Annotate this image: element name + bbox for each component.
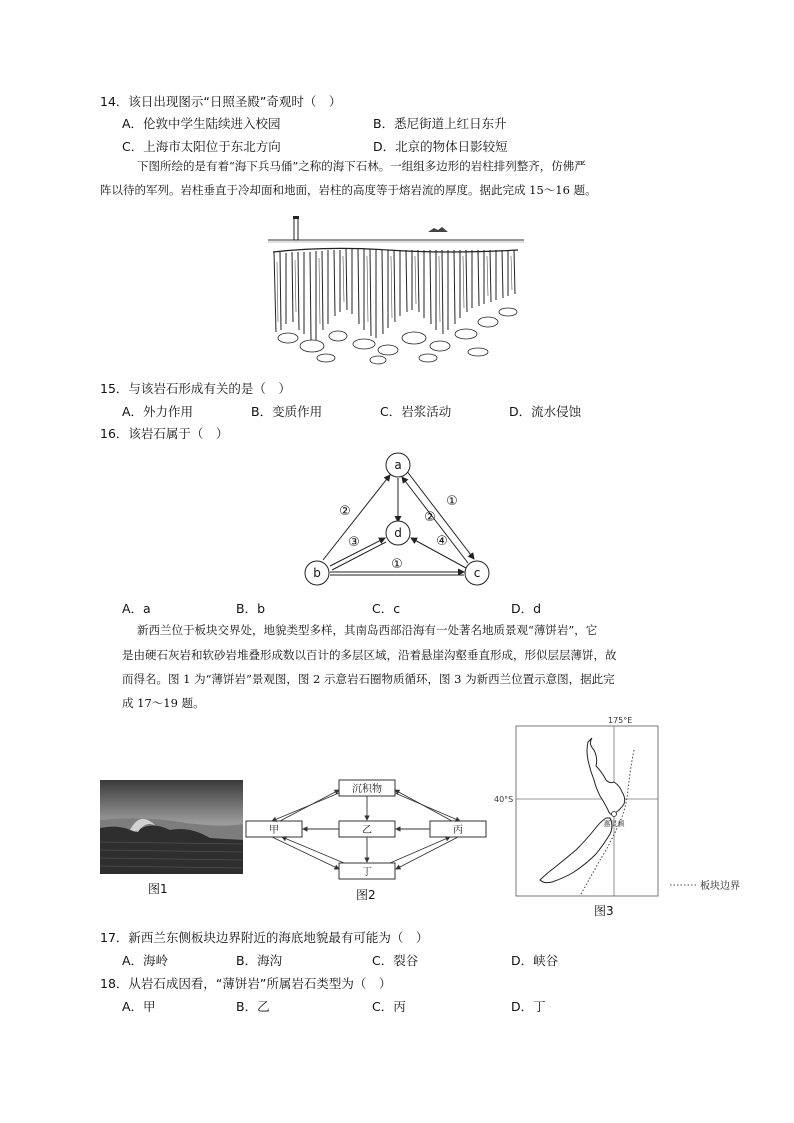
q15-option-c: C．岩浆活动 <box>380 404 452 419</box>
q16-option-b: B．b <box>236 601 266 616</box>
q16-option-c: C．c <box>372 601 401 616</box>
arrow-label-b-a: ② <box>339 504 351 519</box>
node-b-label: b <box>313 566 321 580</box>
arrow-label-a-c: ① <box>446 494 458 509</box>
q16-option-a: A．a <box>122 601 151 616</box>
q15-stem: 15．与该岩石形成有关的是（ ） <box>100 381 291 396</box>
q15-option-a: A．外力作用 <box>122 404 194 419</box>
q18-option-d: D．丁 <box>511 999 546 1014</box>
q14-option-d: D．北京的物体日影较短 <box>373 139 508 154</box>
q15-option-b: B．变质作用 <box>251 404 323 419</box>
passage1-line2: 阵以待的军列。岩柱垂直于冷却面和地面，岩柱的高度等于熔岩流的厚度。据此完成 15～16 题。 <box>100 183 597 197</box>
basalt-columns-sketch <box>268 212 524 368</box>
box-ding-label: 丁 <box>362 867 372 878</box>
box-sediment-label: 沉积物 <box>352 784 382 795</box>
node-a-label: a <box>394 458 402 472</box>
passage1-line1: 下图所绘的是有着“海下兵马俑”之称的海下石林。一组组多边形的岩柱排列整齐，仿佛严 <box>137 159 586 173</box>
new-zealand-map <box>510 710 750 910</box>
q17-option-d: D．峡谷 <box>511 953 559 968</box>
q16-stem: 16．该岩石属于（ ） <box>100 426 229 441</box>
city-label: 惠灵顿 <box>603 820 625 828</box>
q18-option-c: C．丙 <box>372 999 406 1014</box>
figure2-caption: 图2 <box>356 888 376 902</box>
node-d-label: d <box>394 526 402 540</box>
passage2-line3: 而得名。图 1 为“薄饼岩”景观图，图 2 示意岩石圈物质循环，图 3 为新西兰位置示意图，据此完 <box>122 672 615 686</box>
figure3-caption: 图3 <box>594 904 614 918</box>
box-jia-label: 甲 <box>269 825 279 836</box>
rock-cycle-boxes-diagram <box>244 777 490 885</box>
q18-stem: 18．从岩石成因看，“薄饼岩”所属岩石类型为（ ） <box>100 976 392 991</box>
q17-option-c: C．裂谷 <box>372 953 419 968</box>
figure1-caption: 图1 <box>148 882 168 896</box>
rock-cycle-diagram <box>290 448 500 588</box>
q14-option-a: A．伦敦中学生陆续进入校园 <box>122 116 281 131</box>
q18-option-a: A．甲 <box>122 999 156 1014</box>
q15-option-d: D．流水侵蚀 <box>509 404 582 419</box>
passage2-line1: 新西兰位于板块交界处，地貌类型多样，其南岛西部沿海有一处著名地质景观“薄饼岩”，它 <box>137 623 598 637</box>
arrow-label-c-d: ④ <box>436 534 448 549</box>
box-bing-label: 丙 <box>453 825 463 836</box>
passage2-line4: 成 17～19 题。 <box>122 696 205 710</box>
legend-plate-boundary: 板块边界 <box>700 881 740 892</box>
arrow-label-c-a: ② <box>424 510 436 525</box>
q14-option-c: C．上海市太阳位于东北方向 <box>122 139 281 154</box>
arrow-label-b-c: ① <box>391 557 403 572</box>
q14-option-b: B．悉尼街道上红日东升 <box>373 116 507 131</box>
node-c-label: c <box>473 566 481 580</box>
latitude-text: 40°S <box>494 795 514 804</box>
q14-stem: 14．该日出现图示“日照圣殿”奇观时（ ） <box>100 94 342 109</box>
q17-option-b: B．海沟 <box>236 953 283 968</box>
longitude-label: 175°E <box>608 716 633 725</box>
arrow-label-b-d: ③ <box>348 535 360 550</box>
q18-option-b: B．乙 <box>236 999 270 1014</box>
q17-stem: 17．新西兰东侧板块边界附近的海底地貌最有可能为（ ） <box>100 930 429 945</box>
pancake-rocks-photo <box>100 780 243 874</box>
q17-option-a: A．海岭 <box>122 953 169 968</box>
passage2-line2: 是由硬石灰岩和软砂岩堆叠形成数以百计的多层区域，沿着悬崖沟壑垂直形成，形似层层薄饼，故 <box>122 648 617 662</box>
q16-option-d: D．d <box>511 601 542 616</box>
box-yi-label: 乙 <box>362 825 372 836</box>
